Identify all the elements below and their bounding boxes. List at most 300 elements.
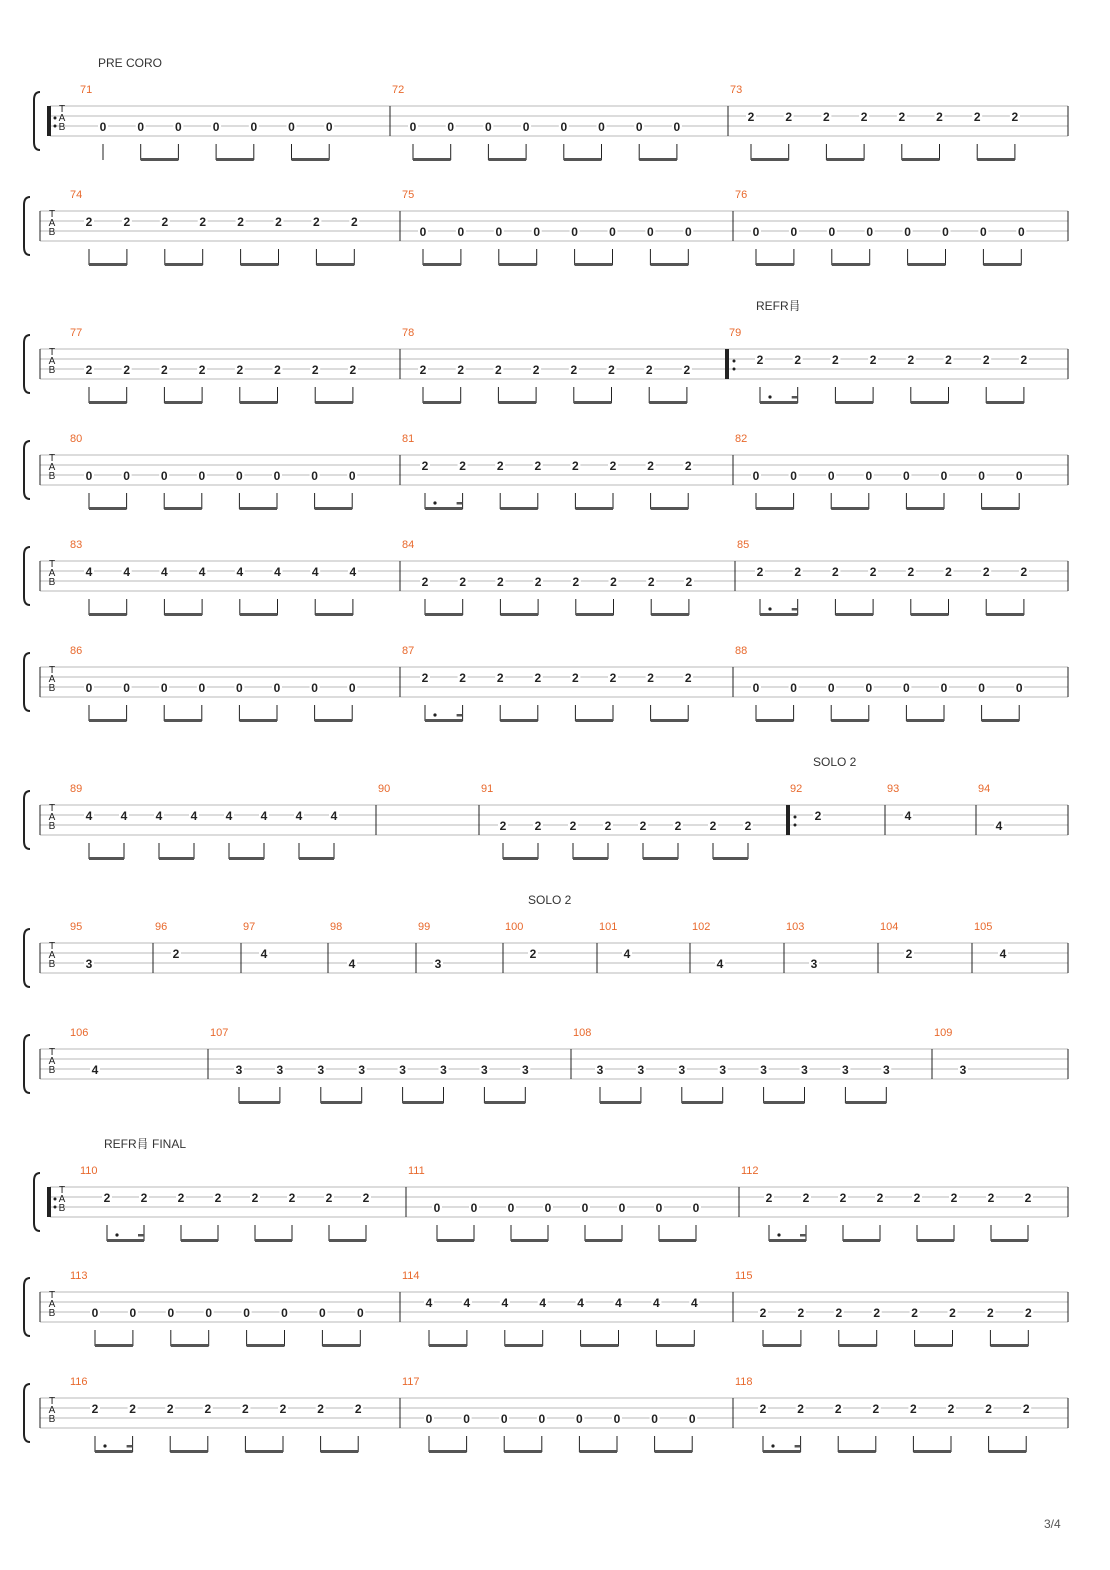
note-beam — [247, 1344, 285, 1347]
note-beam — [292, 158, 330, 161]
section-label: REFR肙 — [756, 299, 801, 313]
fret-number: 2 — [645, 363, 653, 377]
tab-clef-letter: A — [48, 462, 56, 473]
fret-number: 2 — [794, 353, 802, 367]
fret-number: 2 — [140, 1191, 148, 1205]
note-beam — [500, 719, 538, 722]
note-beam — [240, 613, 278, 616]
measure-number: 85 — [737, 539, 750, 551]
tab-system — [34, 92, 1068, 161]
fret-number: 3 — [85, 957, 93, 971]
measure-number: 90 — [378, 783, 391, 795]
system-bracket — [24, 197, 30, 255]
fret-number: 2 — [534, 819, 542, 833]
fret-number: 2 — [832, 353, 839, 367]
tab-clef-letter: T — [48, 1047, 56, 1058]
fret-number: 2 — [674, 819, 682, 833]
fret-number: 0 — [866, 225, 874, 239]
fret-number: 0 — [311, 469, 318, 483]
fret-number: 2 — [534, 459, 542, 473]
measure-number: 82 — [735, 433, 748, 445]
tab-clef-letter: A — [48, 812, 56, 823]
note-beam — [484, 1101, 525, 1104]
tab-clef-letter: A — [48, 950, 56, 961]
fret-number: 2 — [497, 575, 504, 589]
tab-system — [24, 1384, 1068, 1453]
rhythm-dot — [433, 713, 436, 716]
tab-system — [24, 441, 1068, 510]
note-beam — [581, 1344, 619, 1347]
note-beam — [321, 1450, 359, 1453]
note-beam — [656, 1344, 694, 1347]
fret-number: 2 — [279, 1402, 287, 1416]
note-beam — [576, 613, 614, 616]
fret-number: 0 — [243, 1306, 250, 1320]
fret-number: 0 — [495, 225, 503, 239]
system-bracket — [24, 929, 30, 987]
note-beam — [107, 1239, 144, 1242]
measure-number: 108 — [573, 1027, 592, 1039]
measure-number: 102 — [692, 921, 711, 933]
fret-number: 2 — [349, 363, 357, 377]
note-beam — [600, 1101, 641, 1104]
repeat-start-bar — [725, 349, 729, 379]
fret-number: 2 — [647, 459, 654, 473]
tab-clef-letter: B — [48, 471, 56, 482]
note-beam — [488, 158, 526, 161]
fret-number: 2 — [785, 110, 793, 124]
fret-number: 3 — [434, 957, 442, 971]
fret-number: 0 — [673, 120, 681, 134]
fret-number: 0 — [348, 469, 356, 483]
note-beam — [425, 613, 463, 616]
fret-number: 3 — [719, 1063, 727, 1077]
measure-number: 99 — [418, 921, 431, 933]
note-beam — [315, 719, 353, 722]
measure-number: 81 — [402, 433, 415, 445]
note-beam — [831, 507, 869, 510]
repeat-dot — [54, 1206, 57, 1209]
fret-number: 2 — [609, 671, 617, 685]
fret-number: 2 — [1011, 110, 1019, 124]
fret-number: 2 — [534, 575, 542, 589]
note-beam — [651, 719, 689, 722]
fret-number: 0 — [311, 681, 318, 695]
fret-number: 0 — [409, 120, 417, 134]
note-beam — [917, 1239, 954, 1242]
note-beam — [437, 1239, 474, 1242]
fret-number: 4 — [348, 957, 356, 971]
fret-number: 2 — [973, 110, 981, 124]
tab-system — [24, 335, 1068, 404]
fret-number: 4 — [161, 565, 168, 579]
fret-number: 2 — [532, 363, 540, 377]
fret-number: 4 — [904, 809, 912, 823]
note-beam — [241, 263, 279, 266]
tab-clef-letter: T — [58, 104, 66, 115]
measure-number: 117 — [402, 1376, 420, 1388]
note-beam — [756, 507, 794, 510]
fret-number: 2 — [459, 671, 466, 685]
fret-number: 2 — [873, 1306, 881, 1320]
fret-number: 2 — [907, 565, 915, 579]
measure-number: 107 — [210, 1027, 229, 1039]
note-beam — [216, 158, 254, 161]
fret-number: 2 — [123, 215, 131, 229]
note-beam — [322, 1344, 360, 1347]
fret-number: 2 — [982, 565, 990, 579]
note-beam — [141, 158, 179, 161]
fret-number: 2 — [684, 671, 692, 685]
fret-number: 4 — [463, 1296, 471, 1310]
partial-beam — [795, 1445, 801, 1448]
fret-number: 0 — [447, 120, 455, 134]
fret-number: 4 — [274, 565, 281, 579]
fret-number: 0 — [903, 469, 910, 483]
measure-number: 103 — [786, 921, 805, 933]
fret-number: 0 — [433, 1201, 441, 1215]
note-beam — [240, 401, 278, 404]
note-beam — [843, 1239, 880, 1242]
fret-number: 4 — [501, 1296, 509, 1310]
measure-number: 97 — [243, 921, 256, 933]
fret-number: 2 — [251, 1191, 259, 1205]
note-beam — [756, 263, 794, 266]
fret-number: 3 — [882, 1063, 890, 1077]
fret-number: 0 — [609, 225, 616, 239]
note-beam — [95, 1450, 133, 1453]
fret-number: 2 — [129, 1402, 136, 1416]
note-beam — [832, 263, 870, 266]
fret-number: 4 — [295, 809, 303, 823]
fret-number: 0 — [457, 225, 465, 239]
note-beam — [831, 719, 869, 722]
fret-number: 2 — [85, 215, 93, 229]
fret-number: 2 — [161, 363, 168, 377]
fret-number: 4 — [123, 565, 131, 579]
fret-number: 2 — [765, 1191, 773, 1205]
fret-number: 2 — [947, 1402, 955, 1416]
note-beam — [911, 401, 949, 404]
note-beam — [826, 158, 864, 161]
note-beam — [574, 401, 612, 404]
fret-number: 0 — [688, 1412, 696, 1426]
repeat-dot — [794, 824, 797, 827]
note-beam — [713, 857, 748, 860]
note-beam — [503, 857, 538, 860]
note-beam — [429, 1344, 467, 1347]
note-beam — [425, 507, 463, 510]
note-beam — [977, 158, 1015, 161]
note-beam — [229, 857, 264, 860]
section-label: SOLO 2 — [528, 893, 572, 907]
partial-beam — [457, 502, 463, 505]
repeat-dot — [733, 360, 736, 363]
fret-number: 3 — [596, 1063, 604, 1077]
fret-number: 3 — [521, 1063, 529, 1077]
system-bracket — [24, 547, 30, 605]
note-beam — [429, 1450, 467, 1453]
system-bracket — [24, 1278, 30, 1336]
fret-number: 2 — [1024, 1306, 1032, 1320]
fret-number: 0 — [85, 469, 93, 483]
fret-number: 3 — [801, 1063, 808, 1077]
fret-number: 3 — [842, 1063, 849, 1077]
fret-number: 0 — [1015, 681, 1023, 695]
note-beam — [913, 1450, 951, 1453]
fret-number: 2 — [982, 353, 990, 367]
note-beam — [255, 1239, 292, 1242]
measure-number: 71 — [80, 84, 93, 96]
fret-number: 2 — [950, 1191, 958, 1205]
note-beam — [990, 1344, 1028, 1347]
note-beam — [911, 613, 949, 616]
note-beam — [906, 507, 944, 510]
note-beam — [164, 613, 202, 616]
fret-number: 3 — [399, 1063, 406, 1077]
fret-number: 0 — [281, 1306, 288, 1320]
fret-number: 0 — [198, 681, 206, 695]
fret-number: 4 — [155, 809, 163, 823]
note-beam — [575, 719, 613, 722]
fret-number: 2 — [1022, 1402, 1030, 1416]
fret-number: 0 — [618, 1201, 626, 1215]
measure-number: 110 — [80, 1165, 98, 1177]
fret-number: 4 — [260, 947, 268, 961]
rhythm-dot — [103, 1444, 106, 1447]
fret-number: 2 — [604, 819, 612, 833]
tab-clef-letter: B — [48, 227, 56, 238]
fret-number: 2 — [496, 671, 504, 685]
fret-number: 2 — [325, 1191, 333, 1205]
fret-number: 0 — [576, 1412, 583, 1426]
fret-number: 2 — [1020, 565, 1028, 579]
repeat-start-bar — [786, 805, 790, 835]
fret-number: 0 — [940, 469, 948, 483]
fret-number: 2 — [876, 1191, 884, 1205]
fret-number: 0 — [463, 1412, 470, 1426]
fret-number: 2 — [350, 215, 358, 229]
system-bracket — [24, 1035, 30, 1093]
tab-clef-letter: T — [48, 665, 56, 676]
note-beam — [500, 613, 538, 616]
tab-clef-letter: T — [48, 559, 56, 570]
fret-number: 0 — [980, 225, 987, 239]
fret-number: 2 — [945, 565, 952, 579]
fret-number: 2 — [839, 1191, 847, 1205]
fret-number: 2 — [685, 575, 693, 589]
fret-number: 4 — [311, 565, 319, 579]
fret-number: 2 — [759, 1306, 767, 1320]
tab-clef-letter: T — [48, 453, 56, 464]
tab-clef-letter: A — [48, 356, 56, 367]
tab-clef-letter: B — [48, 959, 56, 970]
measure-number: 72 — [392, 84, 405, 96]
partial-beam — [138, 1234, 144, 1237]
system-bracket — [24, 1384, 30, 1442]
note-beam — [579, 1450, 617, 1453]
note-beam — [835, 613, 873, 616]
fret-number: 2 — [797, 1306, 805, 1320]
fret-number: 2 — [496, 459, 504, 473]
measure-number: 104 — [880, 921, 899, 933]
fret-number: 2 — [936, 110, 943, 124]
fret-number: 2 — [1024, 1191, 1032, 1205]
note-beam — [315, 507, 353, 510]
fret-number: 0 — [348, 681, 356, 695]
note-beam — [902, 158, 940, 161]
fret-number: 0 — [651, 1412, 658, 1426]
tab-system — [24, 791, 1068, 860]
section-label: PRE CORO — [98, 56, 163, 70]
rhythm-dot — [768, 395, 771, 398]
fret-number: 4 — [615, 1296, 622, 1310]
rhythm-dot — [115, 1233, 118, 1236]
fret-number: 0 — [129, 1306, 137, 1320]
fret-number: 0 — [790, 225, 798, 239]
fret-number: 0 — [684, 225, 692, 239]
fret-number: 2 — [794, 565, 802, 579]
fret-number: 0 — [175, 120, 182, 134]
fret-number: 2 — [987, 1191, 995, 1205]
measure-number: 105 — [974, 921, 993, 933]
fret-number: 0 — [752, 469, 760, 483]
fret-number: 2 — [214, 1191, 222, 1205]
fret-number: 0 — [500, 1412, 508, 1426]
fret-number: 2 — [421, 575, 429, 589]
fret-number: 3 — [959, 1063, 967, 1077]
fret-number: 2 — [814, 809, 822, 823]
fret-number: 0 — [1015, 469, 1023, 483]
note-beam — [659, 1239, 696, 1242]
note-beam — [585, 1239, 622, 1242]
fret-number: 2 — [313, 215, 320, 229]
measure-number: 98 — [330, 921, 343, 933]
note-beam — [989, 1450, 1027, 1453]
fret-number: 0 — [538, 1412, 546, 1426]
note-beam — [329, 1239, 366, 1242]
fret-number: 3 — [637, 1063, 645, 1077]
fret-number: 3 — [810, 957, 818, 971]
fret-number: 4 — [690, 1296, 698, 1310]
tab-clef-letter: B — [48, 1308, 56, 1319]
fret-number: 4 — [577, 1296, 584, 1310]
tab-clef-letter: B — [48, 821, 56, 832]
fret-number: 4 — [190, 809, 198, 823]
note-beam — [915, 1344, 953, 1347]
fret-number: 2 — [459, 459, 466, 473]
fret-number: 2 — [823, 110, 830, 124]
system-bracket — [24, 653, 30, 711]
fret-number: 4 — [225, 809, 233, 823]
fret-number: 4 — [425, 1296, 433, 1310]
note-beam — [982, 719, 1020, 722]
fret-number: 2 — [172, 947, 180, 961]
fret-number: 0 — [827, 469, 835, 483]
fret-number: 4 — [539, 1296, 547, 1310]
fret-number: 2 — [275, 215, 282, 229]
fret-number: 2 — [905, 947, 913, 961]
fret-number: 2 — [747, 110, 755, 124]
measure-number: 113 — [70, 1270, 88, 1282]
fret-number: 2 — [910, 1402, 917, 1416]
fret-number: 2 — [421, 671, 429, 685]
note-beam — [983, 263, 1021, 266]
fret-number: 2 — [177, 1191, 185, 1205]
fret-number: 2 — [608, 363, 615, 377]
note-beam — [564, 158, 602, 161]
fret-number: 2 — [529, 947, 537, 961]
measure-number: 88 — [735, 645, 748, 657]
partial-beam — [800, 1234, 806, 1237]
repeat-dot — [54, 125, 57, 128]
fret-number: 2 — [759, 1402, 767, 1416]
fret-number: 2 — [204, 1402, 212, 1416]
fret-number: 2 — [609, 459, 617, 473]
repeat-dot — [733, 368, 736, 371]
note-beam — [760, 613, 798, 616]
fret-number: 2 — [572, 671, 579, 685]
system-bracket — [34, 92, 40, 150]
measure-number: 79 — [729, 327, 742, 339]
fret-number: 2 — [237, 215, 244, 229]
fret-number: 0 — [319, 1306, 326, 1320]
note-beam — [575, 263, 613, 266]
fret-number: 0 — [236, 681, 243, 695]
fret-number: 2 — [797, 1402, 804, 1416]
note-beam — [239, 719, 277, 722]
fret-number: 0 — [865, 469, 873, 483]
fret-number: 0 — [942, 225, 949, 239]
fret-number: 0 — [978, 681, 985, 695]
fret-number: 2 — [534, 671, 542, 685]
note-beam — [835, 401, 873, 404]
note-beam — [649, 401, 687, 404]
fret-number: 0 — [571, 225, 578, 239]
measure-number: 73 — [730, 84, 743, 96]
note-beam — [769, 1239, 806, 1242]
fret-number: 2 — [869, 565, 877, 579]
fret-number: 2 — [419, 363, 427, 377]
tab-system — [24, 1035, 1068, 1104]
note-beam — [425, 719, 463, 722]
fret-number: 0 — [205, 1306, 213, 1320]
note-beam — [639, 158, 677, 161]
rhythm-dot — [433, 501, 436, 504]
measure-number: 75 — [402, 189, 415, 201]
rhythm-dot — [771, 1444, 774, 1447]
fret-number: 2 — [317, 1402, 324, 1416]
fret-number: 2 — [572, 459, 579, 473]
fret-number: 2 — [166, 1402, 174, 1416]
note-beam — [164, 507, 202, 510]
measure-number: 86 — [70, 645, 83, 657]
fret-number: 0 — [692, 1201, 700, 1215]
note-beam — [239, 507, 277, 510]
fret-number: 0 — [790, 681, 797, 695]
note-beam — [906, 719, 944, 722]
tab-clef-letter: B — [58, 1203, 66, 1214]
note-beam — [89, 263, 127, 266]
fret-number: 0 — [470, 1201, 478, 1215]
note-beam — [751, 158, 789, 161]
measure-number: 114 — [402, 1270, 420, 1282]
note-beam — [839, 1344, 877, 1347]
fret-number: 0 — [419, 225, 427, 239]
note-beam — [575, 507, 613, 510]
measure-number: 83 — [70, 539, 83, 551]
note-beam — [164, 719, 202, 722]
